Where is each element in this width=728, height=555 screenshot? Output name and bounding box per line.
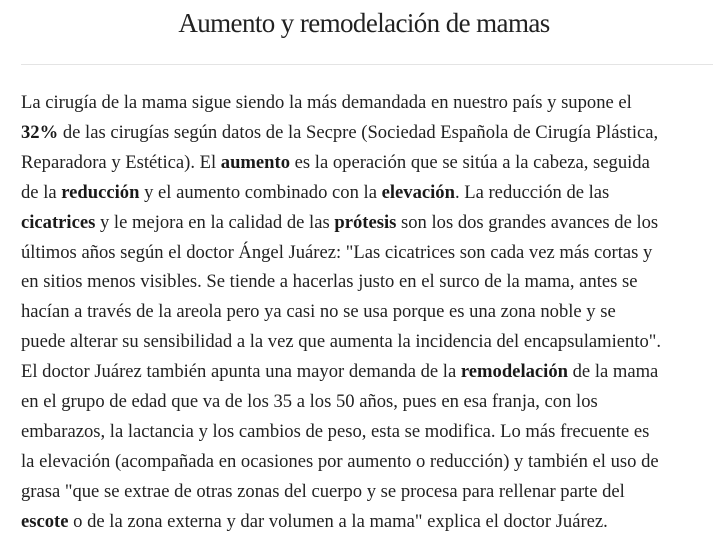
article-line [21,208,711,238]
text-run: El doctor Juárez también apunta una mayor demanda de la [21,361,461,383]
text-run: puede alterar su sensibilidad a la vez que aumenta la incidencia del encapsulamiento". [21,331,662,353]
text-run: y el aumento combinado con la [139,181,382,203]
emphasis-term: aumento [220,151,291,173]
article-line [21,387,711,417]
article-line [21,477,711,507]
article-line [21,178,711,208]
text-run: y le mejora en la calidad de las [95,211,335,233]
article-line [21,267,711,297]
text-run: la elevación (acompañada en ocasiones por aumento o reducción) y también el uso de [21,450,659,472]
emphasis-term: cicatrices [21,211,96,233]
emphasis-term: 32% [21,121,59,143]
article-line [21,417,711,447]
text-run: embarazos, la lactancia y los cambios de peso, esta se modifica. Lo más frecuente es [21,420,650,442]
article-line [21,447,711,477]
emphasis-term: escote [21,510,69,532]
text-run: . La reducción de las [454,181,610,203]
emphasis-term: prótesis [334,211,397,233]
article-title: Aumento y remodelación de mamas [178,8,550,38]
text-run: de la mama [567,361,659,383]
article-line [21,297,711,327]
article-line [21,507,711,537]
article-line [21,118,711,148]
text-run: de las cirugías según datos de la Secpre (Sociedad Española de Cirugía Plástica, [58,121,659,143]
article-line [21,327,711,357]
text-run: en el grupo de edad que va de los 35 a los 50 años, pues en esa franja, con los [21,391,598,413]
article-line [21,88,711,118]
article-line [21,238,711,268]
text-run: o de la zona externa y dar volumen a la mama" explica el doctor Juárez. [68,510,608,532]
emphasis-term: elevación [381,181,455,203]
text-run: hacían a través de la areola pero ya casi no se usa porque es una zona noble y se [21,301,616,323]
text-run: grasa "que se extrae de otras zonas del cuerpo y se procesa para rellenar parte del [21,480,625,502]
title-divider [21,64,713,65]
article-body [21,88,711,537]
text-run: últimos años según el doctor Ángel Juárez: "Las cicatrices son cada vez más cortas y [21,241,653,263]
article-line [21,357,711,387]
text-run: en sitios menos visibles. Se tiende a hacerlas justo en el surco de la mama, antes se [21,271,638,293]
text-run: de la [21,181,62,203]
text-run: Reparadora y Estética). El [21,151,221,173]
text-run: La cirugía de la mama sigue siendo la más demandada en nuestro país y supone el [21,92,632,113]
emphasis-term: reducción [61,181,140,203]
text-run: es la operación que se sitúa a la cabeza, seguida [290,151,650,173]
text-run: son los dos grandes avances de los [396,211,659,233]
article-line [21,148,711,178]
emphasis-term: remodelación [460,361,568,383]
